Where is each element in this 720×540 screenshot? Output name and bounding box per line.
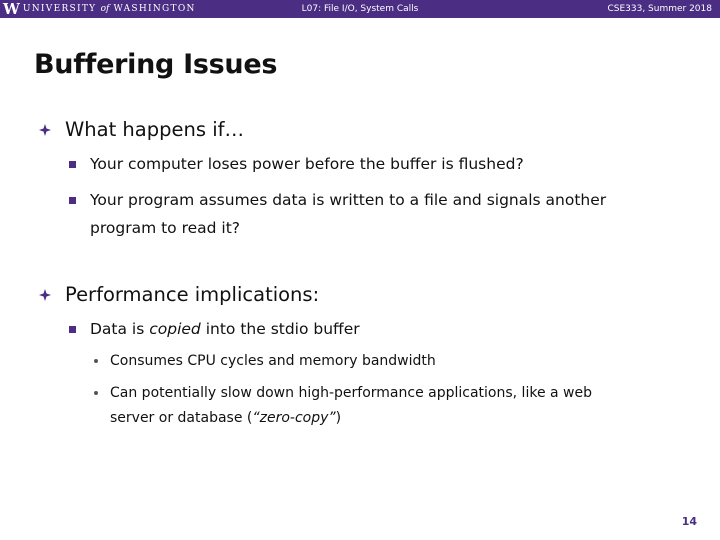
wordmark-university: UNIVERSITY	[22, 4, 97, 14]
bullet-2-sub-1-b-line-2-pre: server or database (	[110, 410, 253, 426]
bullet-1-sub-1	[0, 150, 720, 178]
zero-copy-term: “zero-copy”	[252, 410, 336, 426]
course-name: CSE333, Summer 2018	[607, 4, 712, 14]
bullet-2-sub-1-b	[0, 380, 720, 432]
bullet-1-sub-2	[0, 186, 720, 242]
dot-bullet-icon	[94, 391, 98, 395]
uw-w-logo-icon: W	[3, 0, 19, 18]
bullet-1	[0, 116, 720, 144]
bullet-1-sub-2-line-2: program to read it?	[90, 219, 241, 237]
wordmark-of: of	[100, 4, 110, 14]
wordmark-washington: WASHINGTON	[113, 4, 196, 14]
header-bar	[0, 0, 720, 18]
slide-title: Buffering Issues	[34, 49, 278, 80]
bullet-2-text: Performance implications:	[65, 283, 320, 306]
bullet-2-sub-1-emphasis: copied	[149, 320, 201, 338]
bullet-1-sub-1-text: Your computer loses power before the buffer is flushed?	[90, 155, 524, 173]
bullet-2-sub-1-a	[0, 348, 720, 374]
bullet-2-sub-1-pre: Data is	[90, 320, 150, 338]
bullet-1-text: What happens if…	[65, 118, 244, 141]
bullet-2-sub-1	[0, 315, 720, 343]
bullet-2-sub-1-text	[90, 315, 360, 343]
bullet-2-sub-1-b-line-2	[110, 405, 341, 431]
page-number: 14	[681, 515, 697, 528]
bullet-2-sub-1-post: into the stdio buffer	[200, 320, 360, 338]
bullet-2-sub-1-a-text: Consumes CPU cycles and memory bandwidth	[110, 353, 436, 369]
bullet-2	[0, 281, 720, 309]
square-bullet-icon	[69, 161, 76, 168]
square-bullet-icon	[69, 326, 76, 333]
square-bullet-icon	[69, 197, 76, 204]
diamond-bullet-icon	[38, 123, 52, 137]
lecture-title: L07: File I/O, System Calls	[301, 4, 419, 14]
bullet-2-sub-1-b-line-1: Can potentially slow down high-performance applications, like a web	[110, 385, 592, 401]
diamond-bullet-icon	[38, 288, 52, 302]
dot-bullet-icon	[94, 359, 98, 363]
bullet-1-sub-2-line-1: Your program assumes data is written to a file and signals another	[90, 191, 607, 209]
bullet-2-sub-1-b-line-2-post: )	[335, 410, 342, 426]
